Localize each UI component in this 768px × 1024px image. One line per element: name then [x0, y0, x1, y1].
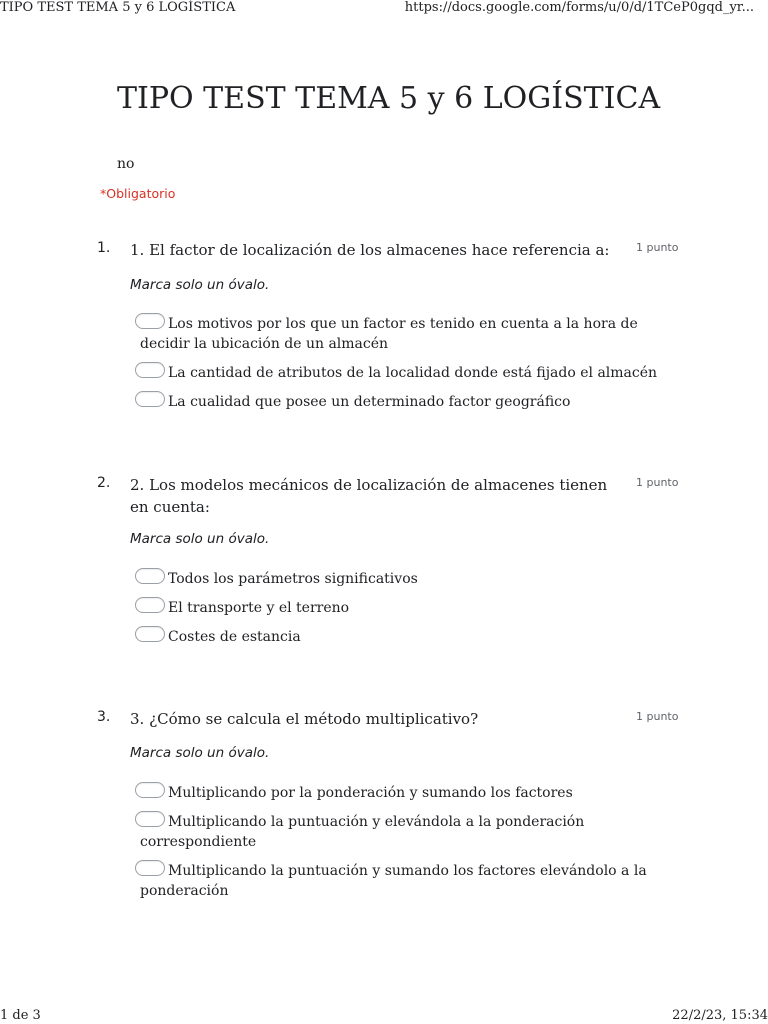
print-footer-page: 1 de 3: [0, 1008, 41, 1023]
option-label: La cantidad de atributos de la localidad donde está fijado el almacén: [168, 365, 658, 381]
option-label: Costes de estancia: [168, 629, 301, 645]
radio-oval[interactable]: [135, 391, 165, 407]
radio-oval[interactable]: [135, 626, 165, 642]
option-1-3[interactable]: [140, 391, 680, 412]
option-2-2[interactable]: [140, 597, 680, 618]
option-label: Multiplicando por la ponderación y sumando los factores: [168, 785, 573, 801]
radio-oval[interactable]: [135, 782, 165, 798]
option-label: Todos los parámetros significativos: [168, 571, 418, 587]
required-note: *Obligatorio: [100, 186, 176, 201]
option-2-1[interactable]: [140, 568, 680, 589]
print-footer-datetime: 22/2/23, 15:34: [672, 1008, 768, 1023]
question-text: 3. ¿Cómo se calcula el método multiplicativo?: [130, 710, 479, 728]
option-2-3[interactable]: [140, 626, 680, 647]
question-points: 1 punto: [636, 476, 679, 489]
form-description: no: [117, 156, 135, 172]
print-header-title: TIPO TEST TEMA 5 y 6 LOGÍSTICA: [0, 0, 236, 15]
option-1-2[interactable]: [140, 362, 680, 383]
option-1-1[interactable]: [140, 313, 680, 354]
option-label: Los motivos por los que un factor es tenido en cuenta a la hora de decidir la ubicación de un almacén: [140, 316, 638, 352]
question-number: 2.: [97, 475, 111, 491]
option-3-1[interactable]: [140, 782, 680, 803]
question-points: 1 punto: [636, 241, 679, 254]
option-label: Multiplicando la puntuación y sumando los factores elevándolo a la ponderación: [140, 863, 647, 899]
option-label: La cualidad que posee un determinado factor geográfico: [168, 394, 571, 410]
form-title: TIPO TEST TEMA 5 y 6 LOGÍSTICA: [117, 81, 661, 116]
radio-oval[interactable]: [135, 811, 165, 827]
option-3-3[interactable]: [140, 860, 680, 901]
radio-oval[interactable]: [135, 568, 165, 584]
option-3-2[interactable]: [140, 811, 680, 852]
option-label: El transporte y el terreno: [168, 600, 350, 616]
question-hint: Marca solo un óvalo.: [130, 277, 270, 293]
radio-oval[interactable]: [135, 362, 165, 378]
question-points: 1 punto: [636, 710, 679, 723]
print-header-url: https://docs.google.com/forms/u/0/d/1TCeP0gqd_yr...: [404, 0, 754, 15]
radio-oval[interactable]: [135, 597, 165, 613]
option-label: Multiplicando la puntuación y elevándola a la ponderación correspondiente: [140, 814, 585, 850]
question-text: 1. El factor de localización de los almacenes hace referencia a:: [130, 241, 610, 259]
question-number: 1.: [97, 240, 111, 256]
radio-oval[interactable]: [135, 860, 165, 876]
question-text: 2. Los modelos mecánicos de localización de almacenes tienen en cuenta:: [130, 476, 608, 516]
question-number: 3.: [97, 709, 111, 725]
question-hint: Marca solo un óvalo.: [130, 745, 270, 761]
question-hint: Marca solo un óvalo.: [130, 531, 270, 547]
radio-oval[interactable]: [135, 313, 165, 329]
